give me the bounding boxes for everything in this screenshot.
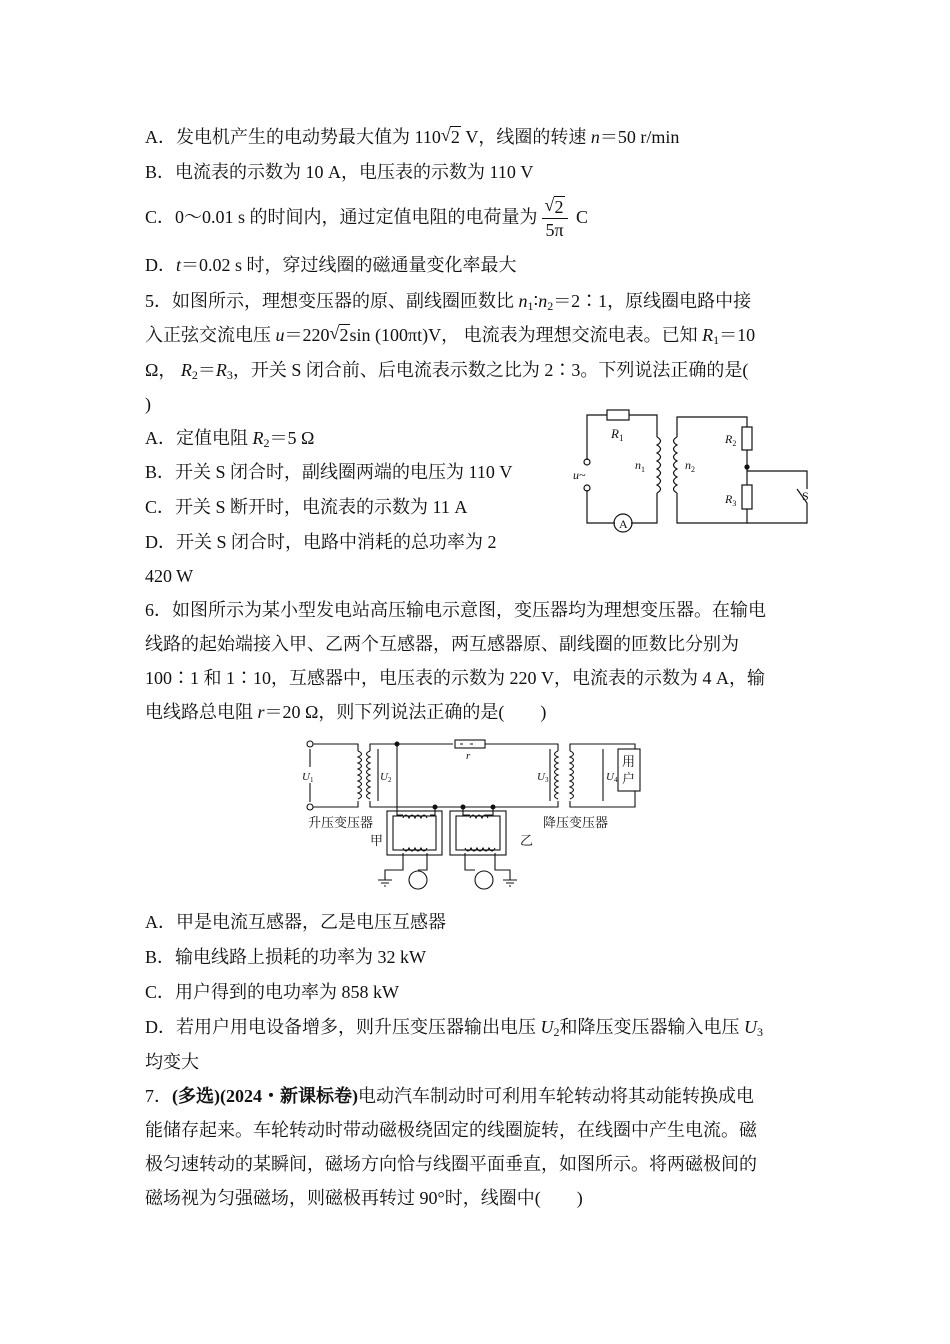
- resistor-r1: [607, 410, 629, 420]
- step-down-secondary-coil: [570, 751, 574, 799]
- q5-stem-line3: Ω， $R_2=R_3$，开关 S 闭合前、后电流表示数之比为 2∶3。下列说法正确的是(: [145, 360, 749, 382]
- q5-stem-line2: 入正弦交流电压 u＝220√ 2sin (100πt)V， 电流表为理想交流电表。已知 $R_1=10$: [145, 323, 755, 352]
- step-up-primary-wire: [313, 744, 358, 807]
- jia-primary-wire: [397, 744, 435, 815]
- q6-option-a: A．甲是电流互感器，乙是电压互感器: [145, 912, 446, 932]
- q7-stem-line2: 能储存起来。车轮转动时带动磁极绕固定的线圈旋转，在线圈中产生电流。磁: [145, 1120, 757, 1140]
- ammeter-label: A: [619, 517, 628, 531]
- ground-yi: [503, 880, 517, 886]
- transformer-yi-frame: [450, 811, 506, 855]
- q6-option-d-line1: D．若用户用电设备增多，则升压变压器输出电压 $U_2$和降压变压器输入电压 $U_3$: [145, 1017, 763, 1039]
- q6-stem-line2: 线路的起始端接入甲、乙两个互感器，两互感器原、副线圈的匝数比分别为: [145, 634, 739, 654]
- ammeter-yi: [475, 871, 493, 889]
- label-yi: 乙: [520, 833, 534, 848]
- q5-option-a: A．定值电阻 $R_2=5$ Ω: [145, 428, 315, 450]
- transformer-yi-core: [456, 816, 500, 850]
- label-r3: $R_3$: [725, 492, 737, 508]
- junction-node: [745, 465, 749, 469]
- label-s: S: [802, 489, 809, 503]
- label-u1: U1: [302, 771, 314, 784]
- resistor-r3: [742, 485, 752, 509]
- q4-option-d: D．t＝0.02 s 时，穿过线圈的磁通量变化率最大: [145, 255, 517, 275]
- q4-option-a: A．发电机产生的电动势最大值为 110√ 2 V，线圈的转速 n＝50 r/min: [145, 125, 679, 149]
- q6-stem-line3: 100∶1 和 1∶10，互感器中，电压表的示数为 220 V，电流表的示数为 4 A，输: [145, 668, 765, 688]
- q4-option-c: C．0～0.01 s 的时间内，通过定值电阻的电荷量为 √ $\frac{2}{5\pi}$ C: [145, 193, 588, 241]
- step-down-label: 降压变压器: [543, 815, 609, 830]
- label-n2: $n_2$: [685, 458, 695, 474]
- resistor-r2: [742, 427, 752, 450]
- label-u4: U4: [606, 771, 618, 784]
- secondary-coil: [674, 437, 678, 493]
- user-label-2: 户: [622, 771, 636, 786]
- label-r: r: [466, 750, 471, 762]
- user-label-1: 用: [622, 754, 636, 769]
- q5-circuit-diagram: [565, 405, 815, 535]
- label-r1: $R_1$: [611, 426, 624, 443]
- q6-option-b: B．输电线路上损耗的功率为 32 kW: [145, 947, 426, 967]
- q6-stem-line4: 电线路总电阻 r＝20 Ω，则下列说法正确的是( ): [145, 702, 547, 722]
- q6-option-d-line2: 均变大: [145, 1052, 199, 1072]
- primary-coil: [657, 437, 661, 493]
- step-down-primary-coil: [555, 751, 559, 799]
- transformer-jia-core: [393, 816, 436, 850]
- q5-option-d-line2: 420 W: [145, 566, 194, 586]
- generator-terminal-top: [307, 741, 313, 747]
- label-r2: $R_2$: [725, 432, 737, 448]
- jia-secondary-wire: [385, 853, 427, 880]
- voltmeter-jia: [409, 871, 427, 889]
- label-u: u~: [573, 468, 586, 482]
- step-up-label: 升压变压器: [308, 815, 374, 830]
- q5-stem-line4: ): [145, 394, 151, 414]
- step-up-primary-coil: [358, 751, 362, 799]
- label-u2: U2: [380, 771, 392, 784]
- yi-secondary-wire: [465, 853, 510, 880]
- q6-transmission-diagram: [300, 735, 660, 895]
- switch-branch-wire: [747, 471, 807, 523]
- q5-stem-line1: 5．如图所示，理想变压器的原、副线圈匝数比 $n_1∶n_2=2∶1$，原线圈电路中接: [145, 291, 752, 313]
- label-n1: $n_1$: [635, 458, 645, 474]
- step-up-secondary-coil: [367, 751, 371, 799]
- q6-option-c: C．用户得到的电功率为 858 kW: [145, 982, 399, 1002]
- q5-option-b: B．开关 S 闭合时，副线圈两端的电压为 110 V: [145, 462, 513, 482]
- q7-stem-line4: 磁场视为匀强磁场，则磁极再转过 90°时，线圈中( ): [145, 1188, 583, 1208]
- q5-option-c: C．开关 S 断开时，电流表的示数为 11 A: [145, 497, 468, 517]
- q4-option-b: B．电流表的示数为 10 A，电压表的示数为 110 V: [145, 162, 534, 182]
- transmission-line: [370, 744, 558, 807]
- q7-stem-line1: 7．(多选)(2024・新课标卷)电动汽车制动时可利用车轮转动将其动能转换成电: [145, 1086, 754, 1106]
- q7-stem-line3: 极匀速转动的某瞬间，磁场方向恰与线圈平面垂直，如图所示。将两磁极间的: [145, 1154, 757, 1174]
- q5-option-d-line1: D．开关 S 闭合时，电路中消耗的总功率为 2: [145, 532, 497, 552]
- ground-jia: [378, 880, 392, 886]
- q6-stem-line1: 6．如图所示为某小型发电站高压输电示意图，变压器均为理想变压器。在输电: [145, 600, 766, 620]
- label-u3: U3: [537, 771, 549, 784]
- generator-terminal-bottom: [307, 804, 313, 810]
- label-jia: 甲: [370, 833, 384, 848]
